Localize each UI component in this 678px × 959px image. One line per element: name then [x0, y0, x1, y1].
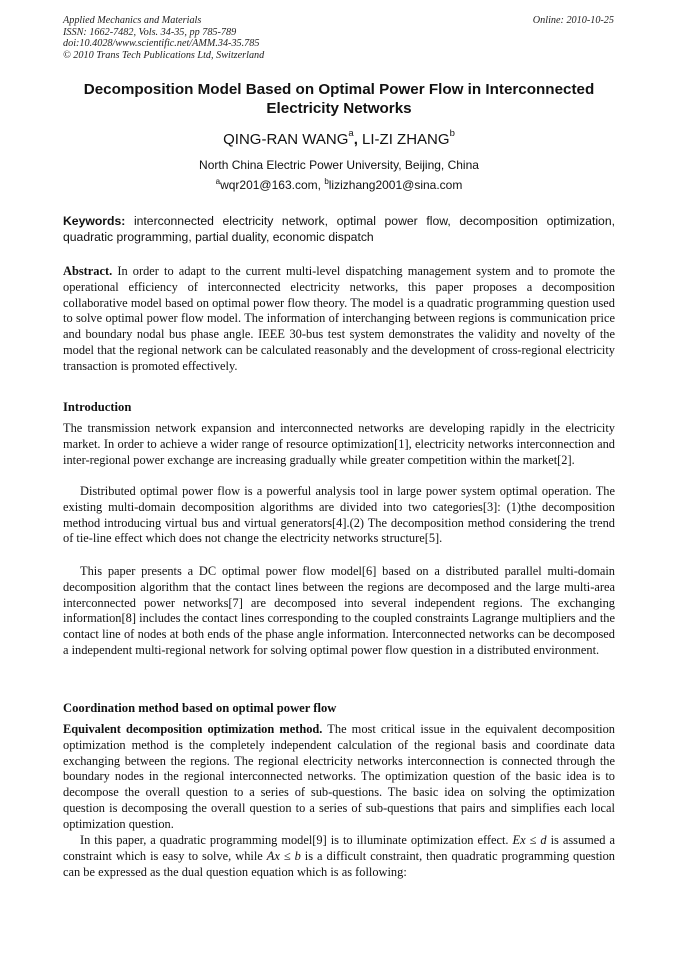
introduction-heading: Introduction — [63, 400, 132, 414]
coordination-text-2b: is assumed a constraint which is easy to solve, while — [63, 833, 615, 863]
issn-line: ISSN: 1662-7482, Vols. 34-35, pp 785-789 — [63, 26, 237, 38]
author-list — [63, 128, 615, 149]
coordination-text-2c: is a difficult constraint, then quadratic programming question can be expressed as the dual question equation which is as following: — [63, 848, 615, 879]
intro-paragraph-3: This paper presents a DC optimal power flow model[6] based on a distributed parallel multi-domain decomposition algorithm that the contact lines between the regions are decomposed and the large multi-area interconnected power networks[7] are decomposed into several independent regions. The exchanging information[8] includes the contact lines corresponding to the coupled constraints Lagrange multipliers and the contact line of nodes at both ends of the phase angle information. Interconnected networks can be decomposed a independent multi-regional network for solving optimal power flow question in a distributed environment. — [63, 564, 615, 657]
doi-line: doi:10.4028/www.scientific.net/AMM.34-35.785 — [63, 38, 260, 50]
email-a: wqr201@163.com, — [220, 178, 325, 192]
author-separator: , — [353, 131, 363, 148]
intro-paragraph-2: Distributed optimal power flow is a powerful analysis tool in large power system optimal operation. The existing multi-domain decomposition algorithms are divided into two categories[3]: (1)the decomposition method introducing virtual bus and virtual generators[4].(2) The decomposition method considering the trend of tie-line effect which does not change the electricity networks structure[5]. — [63, 484, 615, 546]
abstract-label: Abstract. — [63, 264, 113, 278]
online-date: Online: 2010-10-25 — [532, 15, 614, 26]
email-b-sup: b — [324, 177, 329, 186]
copyright-line: © 2010 Trans Tech Publications Ltd, Switzerland — [63, 49, 265, 61]
author-2: LI-ZI ZHANG — [362, 131, 450, 148]
coordination-heading: Coordination method based on optimal power flow — [63, 701, 337, 715]
author-1-sup: a — [348, 128, 354, 139]
equation-hard-constraint: Ax ≤ b — [266, 848, 301, 863]
keywords-text: interconnected electricity network, optimal power flow, decomposition optimization, quadratic programming, partial duality, economic dispatch — [63, 214, 615, 244]
abstract-text: In order to adapt to the current multi-level dispatching management system and to promote the operational efficiency of interconnected electricity networks, this paper proposes a decomposition collaborative model based on optimal power flow theory. The model is a quadratic programming question used to solve optimal power flow model. The information of interchanging between regions is communication price and boundary nodal bus phase angle. IEEE 30-bus test system demonstrates the validity and novelty of the model that the regional network can be calculated reasonably and the development of cross-regional electricity transaction is promoted effectively. — [63, 264, 615, 373]
abstract — [63, 264, 615, 375]
coordination-paragraph-1 — [63, 722, 615, 833]
keywords-label: Keywords: — [63, 214, 126, 228]
coordination-text-1: The most critical issue in the equivalent decomposition optimization method is the completely independent calculation of the regional basis and coordinate data exchanging between the regions. The regional electricity networks interconnection is connected through the boundary nodes in the regional interconnected networks. The optimization question of the basic idea is to decompose the overall question to a series of sub-questions. The basic idea on solving the optimization question is decomposing the overall question to a series of sub-questions that pairs and simplifies each local optimization question. — [63, 722, 616, 831]
equation-easy-constraint: Ex ≤ d — [512, 833, 547, 847]
keywords — [63, 213, 615, 245]
affiliation: North China Electric Power University, Beijing, China — [199, 158, 479, 172]
journal-header — [63, 15, 264, 61]
coordination-paragraph-2 — [63, 833, 615, 880]
coordination-text-2a: In this paper, a quadratic programming model[9] is to illuminate optimization effect. — [80, 833, 513, 847]
email-a-sup: a — [215, 177, 221, 186]
author-2-sup: b — [449, 128, 455, 139]
paper-title: Decomposition Model Based on Optimal Power Flow in Interconnected Electricity Networks — [83, 81, 595, 117]
email-b: lizizhang2001@sina.com — [328, 178, 463, 192]
intro-paragraph-1: The transmission network expansion and interconnected networks are developing rapidly in the electricity market. In order to achieve a wider range of resource optimization[1], electricity networks interconnection and inter-regional power exchange are increasing gradually while greater competition within the market[2]. — [63, 421, 615, 467]
author-1: QING-RAN WANG — [223, 131, 349, 148]
email-line — [63, 178, 615, 193]
coordination-lead: Equivalent decomposition optimization method. — [63, 722, 323, 736]
journal-name: Applied Mechanics and Materials — [63, 15, 202, 26]
